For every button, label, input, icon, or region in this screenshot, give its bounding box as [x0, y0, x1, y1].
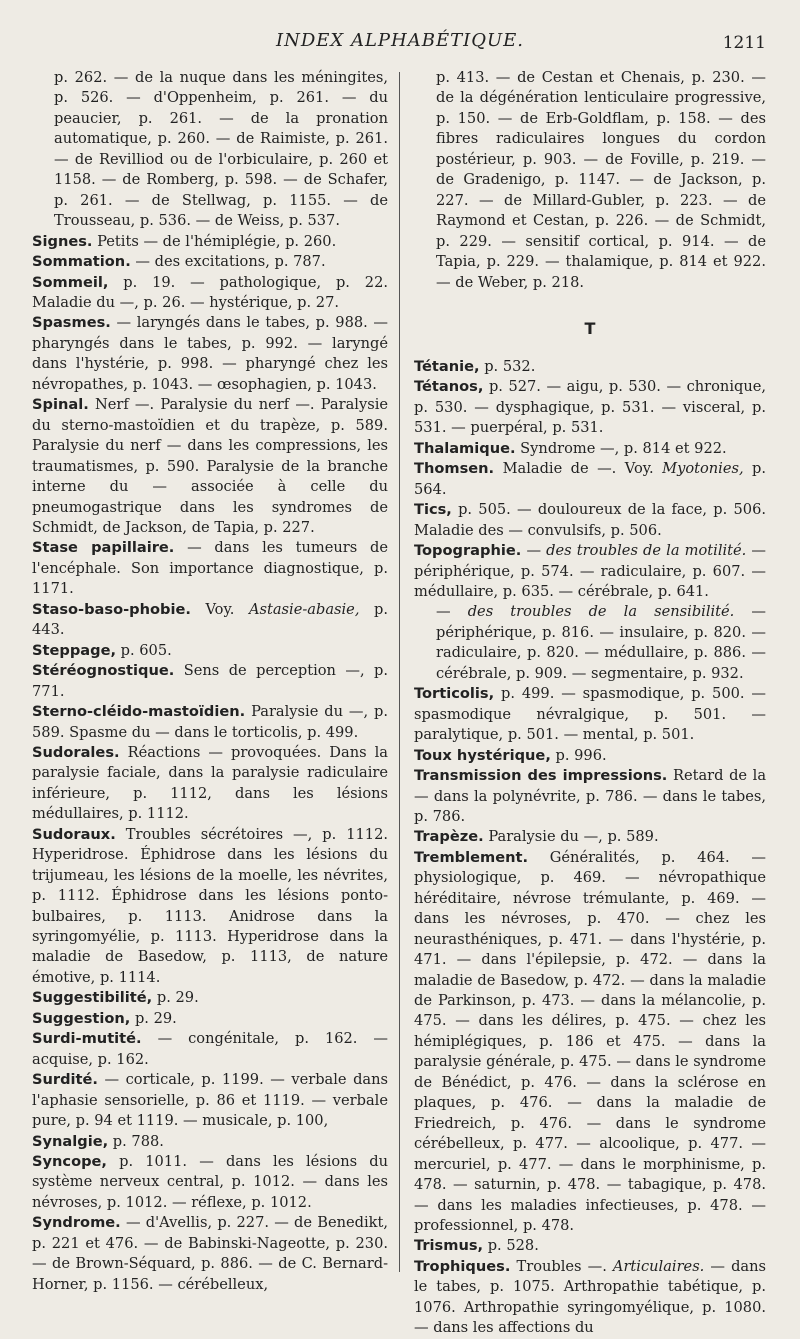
entry-text: — des excitations, p. 787. [135, 253, 326, 271]
entry-text-continued: — dans le tabes, p. 1075. Arthropathie tabétique, p. 1076. Arthropathie syringomyélique, p. 1080. — dans les affections du [414, 1257, 767, 1337]
index-entry [32, 825, 388, 989]
entry-text: Paralysie du —, p. 589. Spasme du — dans le torticolis, p. 499. [32, 703, 388, 741]
index-entry [32, 1132, 388, 1152]
index-entry [414, 848, 766, 1237]
index-entry [32, 313, 388, 395]
entry-headword: Sudoraux. [32, 825, 116, 843]
index-entry [32, 600, 388, 641]
index-entry [414, 68, 766, 293]
entry-text: Troubles sécrétoires —, p. 1112. Hyperidrose. Éphidrose dans les lésions du trijumeau, les lésions de la moelle, les névrites, p. 1112. Éphidrose dans les lésions ponto-bulbaires, p. 1113. Anidrose dans la syringomyélie, p. 1113. Hyperidrose dans la maladie de Basedow, p. 1113, de nature émotive, p. 1114. [32, 825, 388, 986]
index-entry [414, 766, 766, 827]
entry-text: p. 413. — de Cestan et Chenais, p. 230. — de la dégénération lenticulaire progressive, p. 150. — de Erb-Goldflam, p. 158. — des fibres radiculaires longues du cordon postérieur, p. 903. — de Foville, p. 219. — de Gradenigo, p. 1147. — de Jackson, p. 227. — de Millard-Gubler, p. 223. — de Raymond et Cestan, p. 226. — de Schmidt, p. 229. — sensitif cortical, p. 914. — de Tapia, p. 229. — thalamique, p. 814 et 922. — de Weber, p. 218. [436, 69, 766, 291]
entry-text: Sens de perception —, p. 771. [32, 662, 388, 700]
entry-text: p. 505. — douloureux de la face, p. 506. Maladie des — convulsifs, p. 506. [414, 501, 766, 539]
entry-text: p. 605. [120, 641, 172, 659]
entry-headword: Tremblement. [414, 848, 529, 866]
entry-text: p. 996. [555, 746, 607, 764]
entry-headword: Torticolis, [414, 685, 495, 703]
index-entry [32, 1070, 388, 1131]
entry-headword: Surdi-mutité. [32, 1030, 142, 1048]
index-entry [414, 602, 766, 684]
entry-text: Nerf —. Paralysie du nerf —. Paralysie du sterno-mastoïdien et du trapèze, p. 589. Paralysie du nerf — dans les compressions, les traumatismes, p. 590. Paralysie de la branche interne du — associée à celle du pneumogastrique dans les syndromes de Schmidt, de Jackson, de Tapia, p. 227. [32, 396, 389, 536]
entry-italic-text: Myotonies, [662, 460, 744, 478]
entry-text: Retard de la — dans la polynévrite, p. 786. — dans le tabes, p. 786. [414, 767, 767, 825]
entry-text: — [436, 603, 468, 621]
column-divider [399, 72, 400, 1272]
index-entry [32, 1213, 388, 1295]
entry-italic-text: Astasie-abasie, [248, 600, 360, 618]
left-column [32, 68, 388, 1295]
letter-heading: T [584, 318, 596, 338]
entry-headword: Syndrome. [32, 1214, 121, 1232]
entry-headword: Thomsen. [414, 460, 495, 478]
entry-text: p. 19. — pathologique, p. 22. Maladie du —, p. 26. — hystérique, p. 27. [32, 273, 388, 311]
entry-text: Troubles —. [516, 1257, 613, 1275]
entry-text: p. 527. — aigu, p. 530. — chronique, p. 530. — dysphagique, p. 531. — visceral, p. 531. — puerpéral, p. 531. [414, 378, 767, 437]
entry-headword: Topographie. [414, 542, 522, 560]
entry-text: p. 532. [484, 357, 536, 375]
index-entry [32, 988, 388, 1008]
index-entry [32, 1152, 388, 1213]
entry-headword: Toux hystérique, [414, 746, 551, 764]
entry-text: Paralysie du —, p. 589. [488, 828, 659, 846]
entry-text: Voy. [205, 600, 249, 618]
entry-headword: Tics, [414, 501, 452, 519]
entry-text: p. 29. [134, 1009, 177, 1027]
entry-headword: Surdité. [32, 1071, 98, 1089]
index-entry [414, 1257, 766, 1339]
index-entry [414, 459, 766, 500]
index-entry [414, 1236, 766, 1256]
entry-text: Généralités, p. 464. — physiologique, p. 469. — névropathique héréditaire, névrose trémulante, p. 469. — dans les névroses, p. 470. — chez les neurasthéniques, p. 471. — dans l'hystérie, p. 471. — dans l'épilepsie, p. 472. — dans la maladie de Basedow, p. 472. — dans la maladie de Parkinson, p. 473. — dans la mélancolie, p. 475. — dans les délires, p. 475. — chez les hémiplégiques, p. 186 et 475. — dans la paralysie générale, p. 475. — dans le syndrome de Bénédict, p. 476. — dans la sclérose en plaques, p. 476. — dans la maladie de Friedreich, p. 476. — dans le syndrome cérébelleux, p. 477. — alcoolique, p. 477. — mercuriel, p. 477. — dans le morphinisme, p. 478. — saturnin, p. 478. — tabagique, p. 478. — dans les maladies infectieuses, p. 478. — professionnel, p. 478. [414, 848, 766, 1235]
index-entry [32, 1029, 388, 1070]
index-entry [414, 357, 766, 377]
index-entry [32, 702, 388, 743]
index-entry [414, 541, 766, 602]
right-column [414, 68, 766, 1339]
entry-headword: Spasmes. [32, 314, 111, 332]
index-entry [32, 661, 388, 702]
index-entry [32, 273, 388, 314]
entry-text: p. 29. [156, 989, 199, 1007]
entry-text: Petits — de l'hémiplégie, p. 260. [97, 232, 337, 250]
entry-headword: Tétanie, [414, 357, 480, 375]
entry-headword: Spinal. [32, 396, 89, 414]
entry-headword: Stase papillaire. [32, 539, 175, 557]
entry-text-continued: p. 443. [32, 600, 389, 639]
entry-headword: Transmission des impressions. [414, 767, 668, 785]
entry-text: — laryngés dans le tabes, p. 988. — pharyngés dans le tabes, p. 992. — laryngé dans l'hystérie, p. 998. — pharyngé chez les névropathes, p. 1043. — œsophagien, p. 1043. [32, 314, 389, 393]
index-entry [32, 395, 388, 538]
entry-headword: Trismus, [414, 1237, 484, 1255]
entry-headword: Suggestibilité, [32, 989, 153, 1007]
entry-text: p. 262. — de la nuque dans les méningites, p. 526. — d'Oppenheim, p. 261. — du peaucier, p. 261. — de la pronation automatique, p. 260. — de Raimiste, p. 261. — de Revilliod ou de l'orbiculaire, p. 260 et 1158. — de Romberg, p. 598. — de Schafer, p. 261. — de Stellwag, p. 1155. — de Trousseau, p. 536. — de Weiss, p. 537. [54, 69, 388, 230]
index-entry [414, 684, 766, 745]
index-entry [32, 1009, 388, 1029]
entry-headword: Signes. [32, 232, 93, 250]
entry-text-continued: — périphérique, p. 574. — radiculaire, p. 607. — médullaire, p. 635. — cérébrale, p. 641. [414, 542, 767, 600]
index-entry [414, 500, 766, 541]
entry-text-continued: p. 564. [414, 460, 767, 498]
entry-headword: Thalamique. [414, 439, 516, 457]
entry-headword: Syncope, [32, 1153, 107, 1171]
entry-italic-text: des troubles de la motilité. [546, 542, 747, 560]
entry-text: Maladie de —. Voy. [502, 460, 663, 478]
page-number: 1211 [722, 33, 766, 53]
entry-text-continued: — périphérique, p. 816. — insulaire, p. 820. — radiculaire, p. 820. — médullaire, p. 886. — cérébrale, p. 909. — segmentaire, p. 932. [436, 603, 767, 682]
entry-text: — d'Avellis, p. 227. — de Benedikt, p. 221 et 476. — de Babinski-Nageotte, p. 230. — de Brown-Séquard, p. 886. — de C. Bernard-Horner, p. 1156. — cérébelleux, [32, 1214, 389, 1293]
index-entry [414, 439, 766, 459]
entry-text: Syndrome —, p. 814 et 922. [520, 439, 727, 457]
entry-headword: Trapèze. [414, 828, 484, 846]
entry-text: — [526, 542, 547, 560]
index-entry [32, 68, 388, 232]
entry-headword: Sommeil, [32, 273, 109, 291]
index-entry [414, 377, 766, 438]
entry-text: — dans les tumeurs de l'encéphale. Son importance diagnostique, p. 1171. [32, 539, 388, 598]
entry-headword: Trophiques. [414, 1257, 511, 1275]
entry-text: — corticale, p. 1199. — verbale dans l'aphasie sensorielle, p. 86 et 1119. — verbale pure, p. 94 et 1119. — musicale, p. 100, [32, 1071, 389, 1130]
entry-text: p. 528. [487, 1237, 539, 1255]
entry-headword: Sterno-cléido-mastoïdien. [32, 703, 246, 721]
entry-headword: Stéréognostique. [32, 662, 175, 680]
index-entry [32, 252, 388, 272]
entry-text: Réactions — provoquées. Dans la paralysie faciale, dans la paralysie radiculaire inférieure, p. 1112, dans les lésions médullaires, p. 1112. [32, 743, 388, 823]
entry-text: — congénitale, p. 162. — acquise, p. 162. [32, 1030, 388, 1068]
entry-headword: Steppage, [32, 641, 117, 659]
index-entry [32, 232, 388, 252]
entry-headword: Staso-baso-phobie. [32, 600, 191, 618]
index-entry [32, 743, 388, 825]
entry-text: p. 1011. — dans les lésions du système nerveux central, p. 1012. — dans les névroses, p. 1012. — réflexe, p. 1012. [32, 1153, 388, 1211]
index-entry [414, 827, 766, 847]
entry-italic-text: Articulaires. [612, 1257, 705, 1275]
entry-headword: Sudorales. [32, 743, 120, 761]
entry-headword: Synalgie, [32, 1132, 109, 1150]
entry-headword: Suggestion, [32, 1009, 131, 1027]
index-entry [32, 641, 388, 661]
running-header: INDEX ALPHABÉTIQUE. [276, 30, 524, 51]
entry-italic-text: des troubles de la sensibilité. [467, 603, 735, 621]
entry-text: p. 788. [112, 1132, 164, 1150]
index-entry [414, 746, 766, 766]
entry-headword: Sommation. [32, 253, 131, 271]
entry-headword: Tétanos, [414, 378, 484, 396]
entry-text: p. 499. — spasmodique, p. 500. — spasmodique névralgique, p. 501. — paralytique, p. 501. — mental, p. 501. [414, 685, 766, 744]
index-entry [32, 538, 388, 599]
